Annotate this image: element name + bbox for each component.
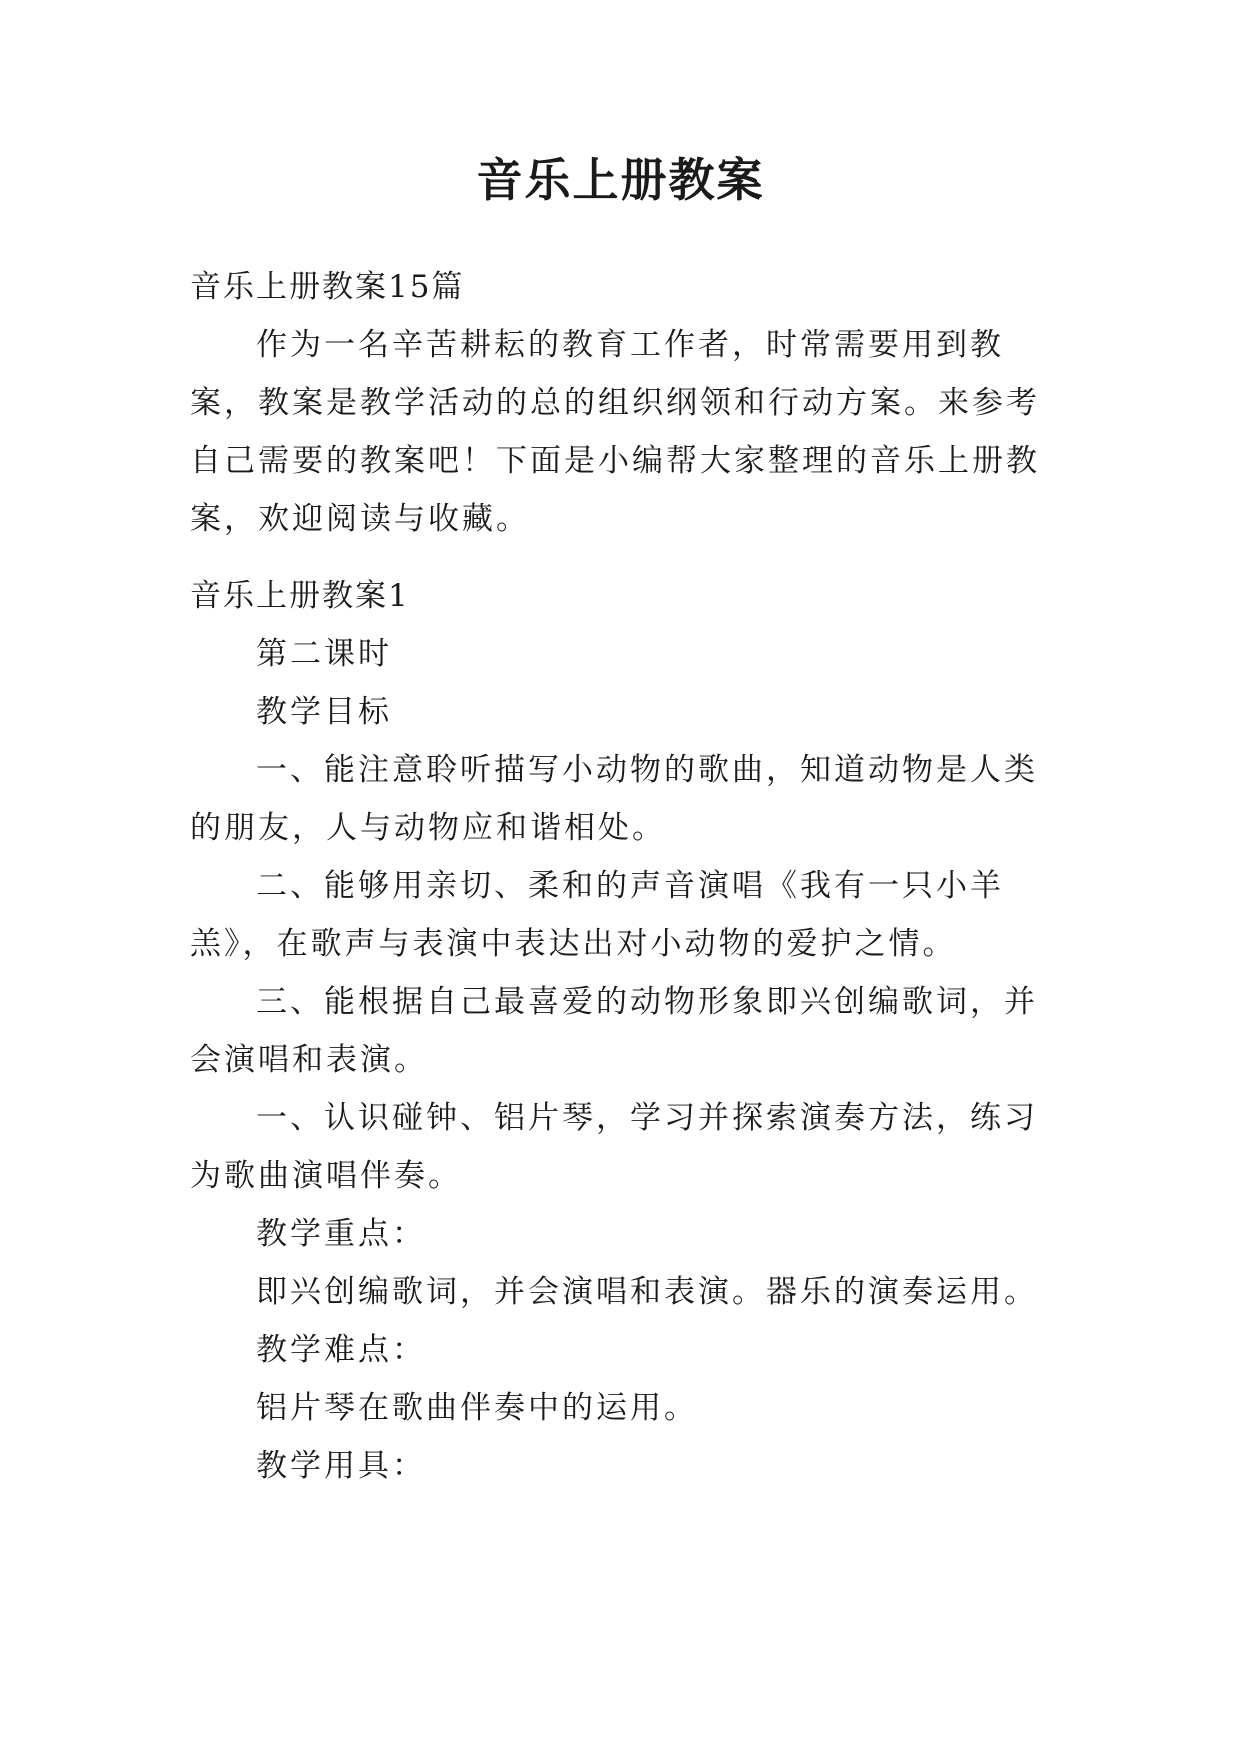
body-line: 教学重点：	[256, 1216, 426, 1252]
body-line: 教学难点：	[256, 1332, 426, 1368]
section-1	[190, 567, 1065, 1495]
body-line: 教学用具：	[256, 1448, 426, 1484]
document-body	[190, 258, 1065, 548]
document-title: 音乐上册教案	[476, 153, 765, 207]
body-line: 一、能注意聆听描写小动物的歌曲，知道动物是人类的朋友，人与动物应和谐相处。	[190, 752, 1038, 846]
intro-heading: 音乐上册教案15篇	[190, 269, 465, 305]
intro-paragraph: 作为一名辛苦耕耘的教育工作者，时常需要用到教案，教案是教学活动的总的组织纲领和行动方案。来参考自己需要的教案吧！下面是小编帮大家整理的音乐上册教案，欢迎阅读与收藏。	[190, 327, 1040, 537]
body-line: 教学目标	[256, 694, 392, 730]
body-line: 一、认识碰钟、铝片琴，学习并探索演奏方法，练习为歌曲演唱伴奏。	[190, 1100, 1038, 1194]
body-line: 第二课时	[256, 636, 392, 672]
body-line: 二、能够用亲切、柔和的声音演唱《我有一只小羊羔》，在歌声与表演中表达出对小动物的爱护之情。	[190, 868, 1004, 962]
section-heading: 音乐上册教案1	[190, 578, 410, 614]
body-line: 即兴创编歌词，并会演唱和表演。器乐的演奏运用。	[256, 1274, 1038, 1310]
body-line: 铝片琴在歌曲伴奏中的运用。	[256, 1390, 698, 1426]
body-line: 三、能根据自己最喜爱的动物形象即兴创编歌词，并会演唱和表演。	[190, 984, 1038, 1078]
